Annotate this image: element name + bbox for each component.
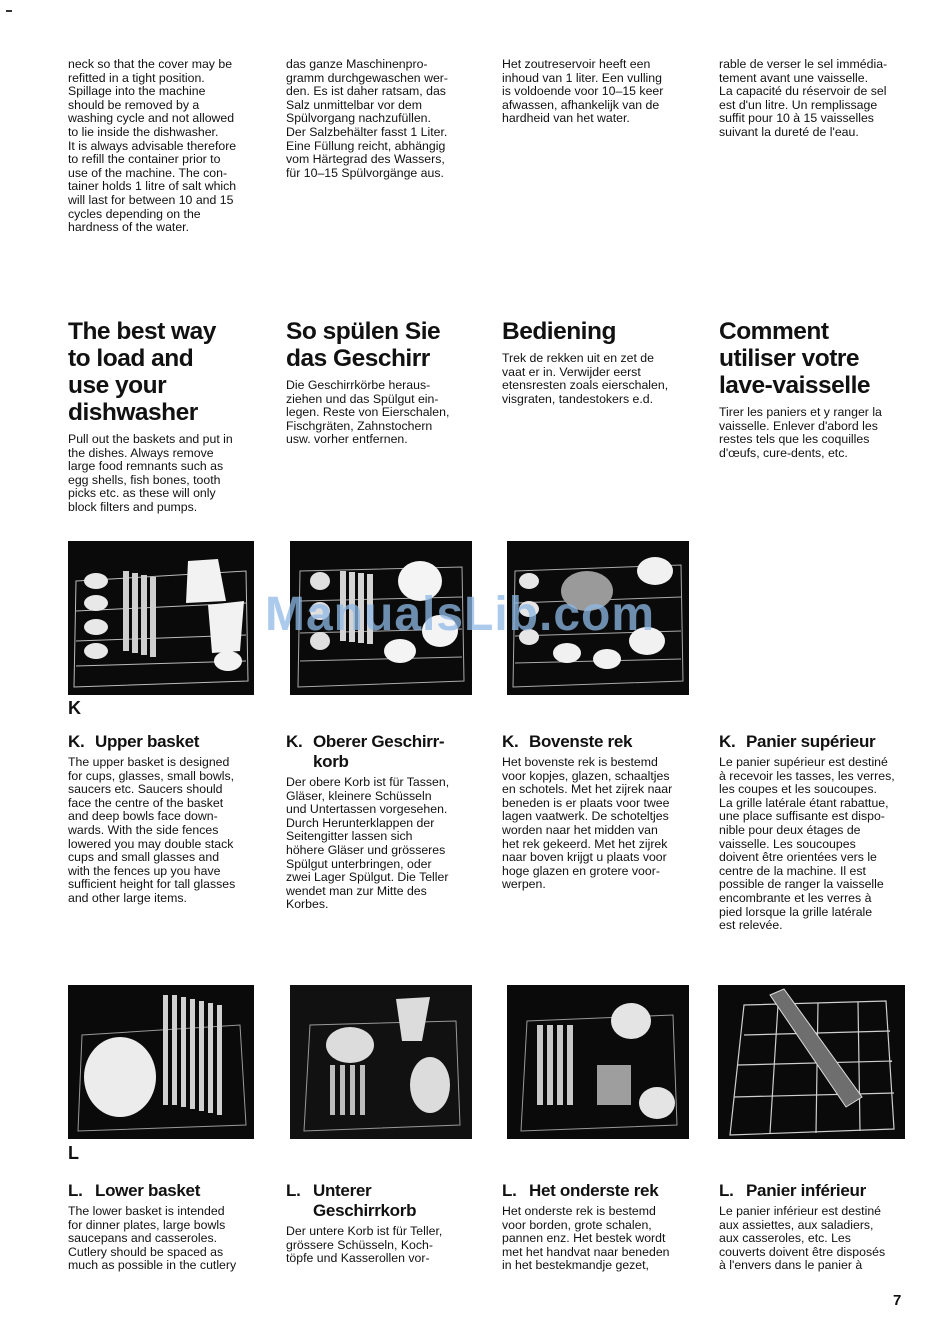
section-l-fr-title: Panier inférieur [746,1181,866,1200]
intro-heading-de: So spülen Sie das Geschirr [286,318,441,372]
intro-heading-en: The best way to load and use your dishwasher [68,318,216,426]
section-l-fr-letter: L. [719,1181,734,1200]
section-k-en-letter: K. [68,732,85,751]
upper-basket-photo-1 [68,541,254,695]
scan-mark [6,10,12,12]
top-text-fr: rable de verser le sel immédia- tement avant une vaisselle. La capacité du réservoir de sel est d'un litre. Un remplissage suffit pour 10 à 15 vaisselles suivant la dureté de l'eau. [719,57,888,139]
lower-basket-photo-1 [68,985,254,1139]
section-l-de-heading [286,1181,481,1221]
lower-basket-photo-4 [718,985,905,1139]
section-l-nl-title: Het onderste rek [529,1181,659,1200]
section-k-nl-title: Bovenste rek [529,732,633,751]
page-number: 7 [893,1292,902,1309]
intro-heading-fr: Comment utiliser votre lave-vaisselle [719,318,871,399]
watermark: ManualsLib.com [265,588,656,641]
section-k-nl-heading [502,732,697,752]
top-text-de: das ganze Maschinenpro- gramm durchgewaschen wer- den. Es ist daher ratsam, das Salz unmittelbar vor dem Spülvorgang nachzufüllen. Der Salzbehälter fasst 1 Liter. Eine Füllung reicht, abhängig vom Härtegrad des Wassers, für 10–15 Spülvorgänge aus. [286,57,448,180]
section-k-en [68,732,263,906]
section-k-de-title: Oberer Geschirr- korb [313,732,445,771]
lower-basket-photo-3 [507,985,689,1139]
figure-l-label: L [68,1143,79,1163]
intro-de [286,318,481,447]
section-k-de [286,732,481,912]
intro-text-de: Die Geschirrkörbe heraus- ziehen und das Spülgut ein- legen. Reste von Eierschalen, Fischgräten, Zahnstochern usw. vorher entfernen. [286,378,450,447]
intro-fr [719,318,914,460]
section-k-en-heading [68,732,263,752]
section-l-nl-text: Het onderste rek is bestemd voor borden, grote schalen, pannen enz. Het bestek wordt met het handvat naar beneden in het bestekmandje gezet, [502,1204,670,1273]
section-l-nl [502,1181,697,1273]
section-l-fr-text: Le panier inférieur est destiné aux assiettes, aux saladiers, aux casseroles, etc. Les couverts doivent être disposés à l'envers dans le panier à [719,1204,886,1273]
section-k-nl [502,732,697,892]
section-k-nl-letter: K. [502,732,519,751]
intro-en [68,318,263,515]
figure-k-label: K [68,698,81,718]
section-k-fr-heading [719,732,914,752]
section-l-en-letter: L. [68,1181,83,1200]
section-k-nl-text: Het bovenste rek is bestemd voor kopjes, glazen, schaaltjes en schotels. Met het zijrek naar beneden is er plaats voor twee lagen vaatwerk. De schoteltjes worden naar het midden van het rek gekeerd. Met het zijrek naar boven krijgt u plaats voor hoge glazen en grotere voor- werpen. [502,755,673,892]
section-l-de-text: Der untere Korb ist für Teller, grössere Schüsseln, Koch- töpfe und Kasserollen vor- [286,1224,443,1266]
section-k-fr-letter: K. [719,732,736,751]
section-l-de-letter: L. [286,1181,301,1200]
section-l-nl-letter: L. [502,1181,517,1200]
top-text-nl: Het zoutreservoir heeft een inhoud van 1 liter. Een vulling is voldoende voor 10–15 keer afwassen, afhankelijk van de hardheid van het water. [502,57,664,126]
intro-text-fr: Tirer les paniers et y ranger la vaisselle. Enlever d'abord les restes tels que les coquilles d'œufs, cure-dents, etc. [719,405,882,460]
section-k-fr-text: Le panier supérieur est destiné à recevoir les tasses, les verres, les coupes et les soucoupes. La grille latérale étant rabattue, une place suffisante est dispo- nible pour deux étages de vaisselle. Les soucoupes doivent être orientées vers le centre de la machine. Il est possible de ranger la vaisselle encombrante et les verres à pied lorsque la grille latérale est relevée. [719,755,895,933]
section-l-en-heading [68,1181,263,1201]
section-l-en-title: Lower basket [95,1181,201,1200]
section-k-de-letter: K. [286,732,303,751]
section-k-fr [719,732,914,933]
section-k-de-heading [286,732,481,772]
section-k-de-text: Der obere Korb ist für Tassen, Gläser, kleinere Schüsseln und Untertassen vorgesehen. Durch Herunterklappen der Seitengitter lassen sich höhere Gläser und grösseres Spülgut unterbringen, oder zwei Lager Spülgut. Die Teller wendet man zur Mitte des Korbes. [286,775,450,912]
section-k-en-title: Upper basket [95,732,200,751]
section-k-fr-title: Panier supérieur [746,732,876,751]
intro-text-en: Pull out the baskets and put in the dishes. Always remove large food remnants such as egg shells, fish bones, tooth picks etc. as these will only block filters and pumps. [68,432,233,514]
section-l-nl-heading [502,1181,697,1201]
top-text-en: neck so that the cover may be refitted in a tight position. Spillage into the machine should be removed by a washing cycle and not allowed to lie inside the dishwasher. It is always advisable therefore to refill the container prior to use of the machine. The con- tainer holds 1 litre of salt which will last for between 10 and 15 cycles depending on the hardness of the water. [68,57,237,235]
section-l-de-title: Unterer Geschirrkorb [313,1181,417,1220]
intro-nl [502,318,697,406]
section-l-fr-heading [719,1181,914,1201]
intro-heading-nl: Bediening [502,318,616,345]
section-k-en-text: The upper basket is designed for cups, glasses, small bowls, saucers etc. Saucers should face the centre of the basket and deep bowls face down- wards. With the side fences lowered you may double stack cups and small glasses and with the fences up you have sufficient height for tall glasses and other large items. [68,755,236,905]
section-l-de [286,1181,481,1266]
lower-basket-photo-2 [290,985,472,1139]
section-l-en-text: The lower basket is intended for dinner plates, large bowls saucepans and casseroles. Cutlery should be spaced as much as possible in the cutlery [68,1204,237,1273]
intro-text-nl: Trek de rekken uit en zet de vaat er in. Verwijder eerst etensresten zoals eierschalen, visgraten, tandestokers e.d. [502,351,669,406]
section-l-en [68,1181,263,1273]
section-l-fr [719,1181,914,1273]
